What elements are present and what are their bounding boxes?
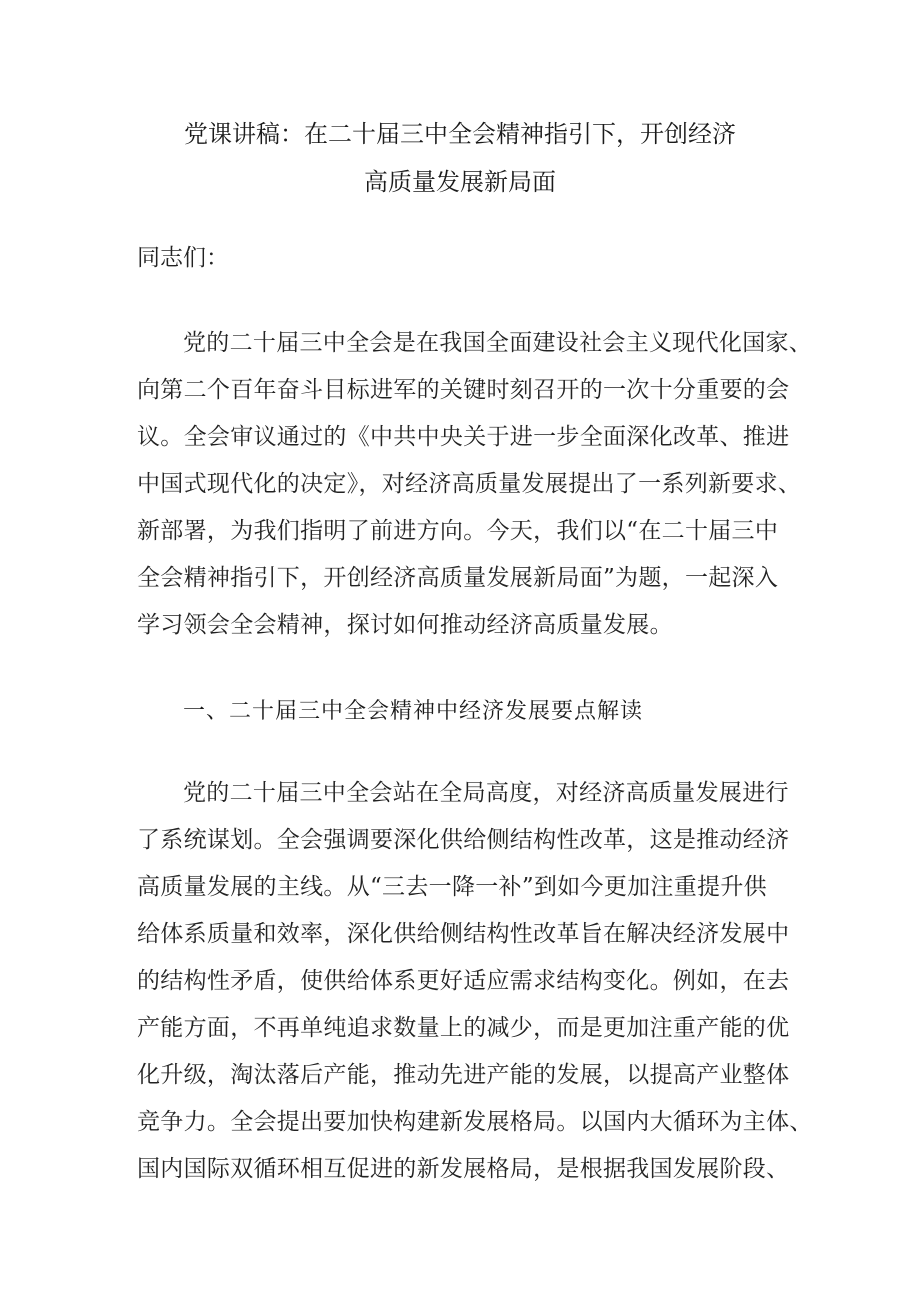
document-title-line-2: 高质量发展新局面 <box>364 168 556 196</box>
paragraph-section-1 <box>137 770 813 1193</box>
paragraph-line: 的结构性矛盾，使供给体系更好适应需求结构变化。例如，在去 <box>137 968 790 994</box>
paragraph-line: 全会精神指引下，开创经济高质量发展新局面”为题，一起深入 <box>137 565 779 591</box>
document-title-line-1: 党课讲稿：在二十届三中全会精神指引下，开创经济 <box>184 120 736 148</box>
paragraph-line: 竞争力。全会提出要加快构建新发展格局。以国内大循环为主体、 <box>137 1109 813 1135</box>
paragraph-line: 高质量发展的主线。从“三去一降一补”到如今更加注重提升供 <box>137 874 767 900</box>
paragraph-line: 产能方面，不再单纯追求数量上的减少，而是更加注重产能的优 <box>137 1015 790 1041</box>
section-heading: 一、二十届三中全会精神中经济发展要点解读 <box>183 699 644 724</box>
paragraph-line: 党的二十届三中全会是在我国全面建设社会主义现代化国家、 <box>183 330 813 356</box>
paragraph-intro <box>137 320 813 649</box>
paragraph-line: 学习领会全会精神，探讨如何推动经济高质量发展。 <box>137 612 673 638</box>
paragraph-line: 向第二个百年奋斗目标进军的关键时刻召开的一次十分重要的会 <box>137 377 790 403</box>
paragraph-line: 给体系质量和效率，深化供给侧结构性改革旨在解决经济发展中 <box>137 921 790 947</box>
paragraph-line: 中国式现代化的决定》，对经济高质量发展提出了一系列新要求、 <box>137 471 802 497</box>
paragraph-line: 化升级，淘汰落后产能，推动先进产能的发展，以提高产业整体 <box>137 1062 790 1088</box>
paragraph-line: 国内国际双循环相互促进的新发展格局，是根据我国发展阶段、 <box>137 1156 790 1182</box>
paragraph-line: 议。全会审议通过的《中共中央关于进一步全面深化改革、推进 <box>137 424 790 450</box>
salutation: 同志们： <box>137 245 229 271</box>
paragraph-line: 党的二十届三中全会站在全局高度，对经济高质量发展进行 <box>183 780 789 806</box>
paragraph-line: 新部署，为我们指明了前进方向。今天，我们以“在二十届三中 <box>137 518 779 544</box>
paragraph-line: 了系统谋划。全会强调要深化供给侧结构性改革，这是推动经济 <box>137 827 790 853</box>
